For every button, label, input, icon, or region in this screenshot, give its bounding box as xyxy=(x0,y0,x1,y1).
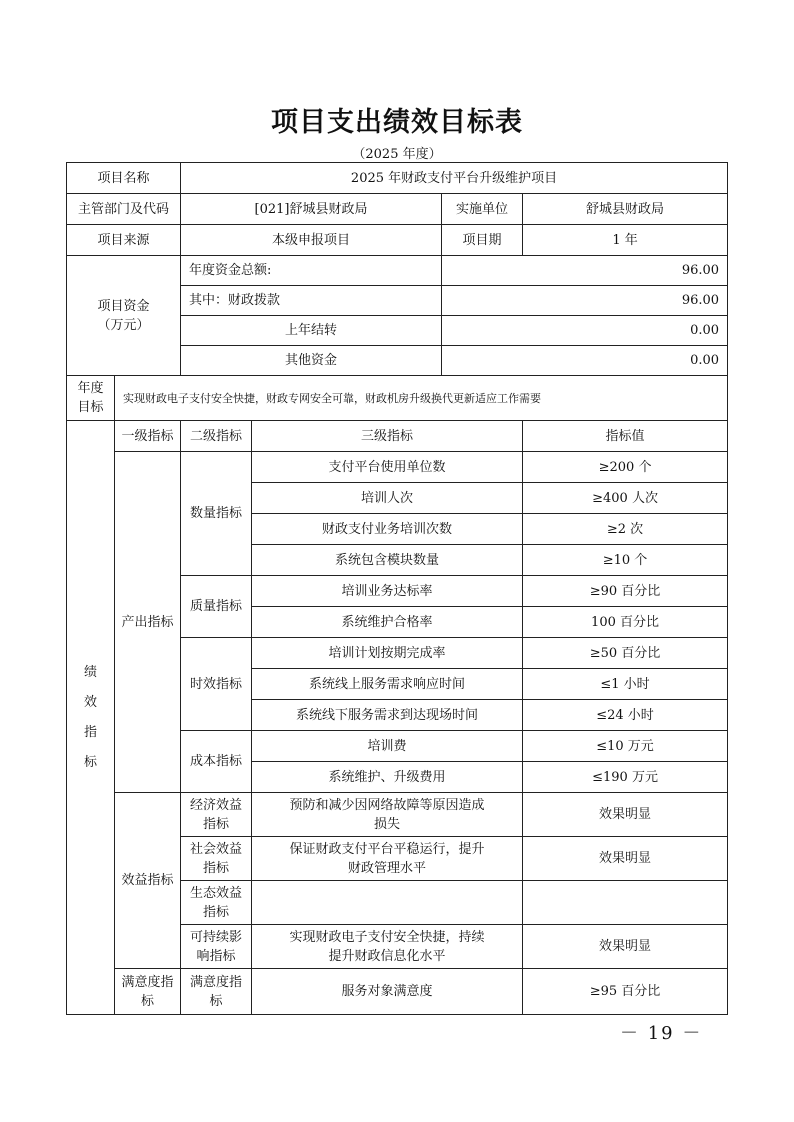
cost-label: 成本指标 xyxy=(181,731,252,793)
fiscal-year: （2025 年度） xyxy=(352,147,442,162)
period-label: 项目期 xyxy=(442,225,523,256)
indicator-value: ≥2 次 xyxy=(523,514,728,545)
indicator-name: 财政支付业务培训次数 xyxy=(252,514,523,545)
indicator-value: 效果明显 xyxy=(523,925,728,969)
goal-label-line2: 目标 xyxy=(77,400,104,415)
funds-fiscal-value: 96.00 xyxy=(442,286,728,316)
impl-value: 舒城县财政局 xyxy=(523,194,728,225)
goal-label-line1: 年度 xyxy=(77,381,104,396)
indicator-name xyxy=(252,793,523,837)
indicator-name-b: 财政管理水平 xyxy=(348,860,427,876)
source-value: 本级申报项目 xyxy=(181,225,442,256)
indicator-name: 支付平台使用单位数 xyxy=(252,452,523,483)
funds-other-label: 其他资金 xyxy=(181,346,442,376)
timeliness-label: 时效指标 xyxy=(181,638,252,731)
indicator-name: 培训人次 xyxy=(252,483,523,514)
source-label: 项目来源 xyxy=(67,225,181,256)
indicator-value: ≥400 人次 xyxy=(523,483,728,514)
benefit-sub-label-b: 指标 xyxy=(203,816,230,832)
indicator-value: 效果明显 xyxy=(523,837,728,881)
benefit-sub-label-b: 指标 xyxy=(203,904,230,920)
benefit-sub-label-a: 生态效益 xyxy=(190,885,243,901)
quality-label: 质量指标 xyxy=(181,576,252,638)
side-char: 效 xyxy=(83,694,97,710)
indicator-name-b: 损失 xyxy=(374,816,401,832)
table-row xyxy=(67,194,728,225)
side-char: 指 xyxy=(83,724,97,740)
indicator-name: 服务对象满意度 xyxy=(252,969,523,1015)
impl-label: 实施单位 xyxy=(442,194,523,225)
page-number: － 19 － xyxy=(620,1023,703,1044)
satisfaction-sub-label-a: 满意度指 xyxy=(190,974,243,990)
indicator-name-a: 预防和减少因网络故障等原因造成 xyxy=(289,797,485,813)
indicator-name xyxy=(252,837,523,881)
satisfaction-sub-label-b: 标 xyxy=(209,993,223,1009)
satisfaction-label-a: 满意度指 xyxy=(121,974,174,990)
side-char: 标 xyxy=(83,754,97,770)
satisfaction-sub-label xyxy=(181,969,252,1015)
quantity-label: 数量指标 xyxy=(181,452,252,576)
table-row xyxy=(67,793,728,837)
project-name: 2025 年财政支付平台升级维护项目 xyxy=(181,163,728,194)
funds-carryover-value: 0.00 xyxy=(442,316,728,346)
indicator-name: 系统线下服务需求到达现场时间 xyxy=(252,700,523,731)
satisfaction-label-b: 标 xyxy=(141,993,155,1009)
indicator-value: ≤190 万元 xyxy=(523,762,728,793)
benefit-sub-label-a: 可持续影 xyxy=(190,929,243,945)
indicator-name xyxy=(252,881,523,925)
page-title: 项目支出绩效目标表 xyxy=(271,107,523,138)
header-level1: 一级指标 xyxy=(115,421,181,452)
indicator-name: 系统线上服务需求响应时间 xyxy=(252,669,523,700)
table-row xyxy=(67,376,728,421)
indicator-value xyxy=(523,881,728,925)
indicator-name: 系统维护、升级费用 xyxy=(252,762,523,793)
indicator-value: ≤24 小时 xyxy=(523,700,728,731)
table-row xyxy=(67,969,728,1015)
satisfaction-label xyxy=(115,969,181,1015)
benefit-sub-label-b: 指标 xyxy=(203,860,230,876)
funds-carryover-label: 上年结转 xyxy=(181,316,442,346)
funds-other-value: 0.00 xyxy=(442,346,728,376)
indicator-value: ≥50 百分比 xyxy=(523,638,728,669)
funds-label xyxy=(67,256,181,376)
goal-label xyxy=(67,376,115,421)
header-value: 指标值 xyxy=(523,421,728,452)
indicator-value: ≤1 小时 xyxy=(523,669,728,700)
output-label: 产出指标 xyxy=(115,452,181,793)
table-row xyxy=(67,256,728,286)
indicator-name: 培训费 xyxy=(252,731,523,762)
table-row xyxy=(67,163,728,194)
funds-total-label: 年度资金总额: xyxy=(181,256,442,286)
side-char: 绩 xyxy=(83,664,97,680)
benefit-sub-label xyxy=(181,793,252,837)
indicator-name: 系统维护合格率 xyxy=(252,607,523,638)
indicator-name-a: 保证财政支付平台平稳运行，提升 xyxy=(289,841,485,857)
performance-target-table xyxy=(66,162,728,1015)
goal-text: 实现财政电子支付安全快捷，财政专网安全可靠，财政机房升级换代更新适应工作需要 xyxy=(115,376,728,421)
table-row xyxy=(67,452,728,483)
indicator-value: ≥10 个 xyxy=(523,545,728,576)
indicator-name: 培训计划按期完成率 xyxy=(252,638,523,669)
indicator-value: 效果明显 xyxy=(523,793,728,837)
indicator-name xyxy=(252,925,523,969)
funds-label-line1: 项目资金 xyxy=(97,298,150,314)
indicator-value: ≤10 万元 xyxy=(523,731,728,762)
indicator-name-b: 提升财政信息化水平 xyxy=(328,948,446,964)
indicator-name-a: 实现财政电子支付安全快捷，持续 xyxy=(289,929,485,945)
funds-total-value: 96.00 xyxy=(442,256,728,286)
benefit-label: 效益指标 xyxy=(115,793,181,969)
header-level2: 二级指标 xyxy=(181,421,252,452)
benefit-sub-label-a: 社会效益 xyxy=(190,841,243,857)
header-level3: 三级指标 xyxy=(252,421,523,452)
indicator-value: 100 百分比 xyxy=(523,607,728,638)
table-row xyxy=(67,421,728,452)
funds-fiscal-label: 其中：财政拨款 xyxy=(181,286,442,316)
indicator-name: 培训业务达标率 xyxy=(252,576,523,607)
benefit-sub-label xyxy=(181,837,252,881)
period-value: 1 年 xyxy=(523,225,728,256)
benefit-sub-label-b: 响指标 xyxy=(196,948,236,964)
dept-label: 主管部门及代码 xyxy=(67,194,181,225)
indicator-value: ≥90 百分比 xyxy=(523,576,728,607)
benefit-sub-label xyxy=(181,925,252,969)
benefit-sub-label-a: 经济效益 xyxy=(190,797,243,813)
table-row xyxy=(67,225,728,256)
benefit-sub-label xyxy=(181,881,252,925)
project-name-label: 项目名称 xyxy=(67,163,181,194)
funds-label-line2: （万元） xyxy=(97,317,150,333)
indicator-value: ≥95 百分比 xyxy=(523,969,728,1015)
performance-side-label xyxy=(67,421,115,1015)
indicator-name: 系统包含模块数量 xyxy=(252,545,523,576)
indicator-value: ≥200 个 xyxy=(523,452,728,483)
dept-value: [021]舒城县财政局 xyxy=(181,194,442,225)
